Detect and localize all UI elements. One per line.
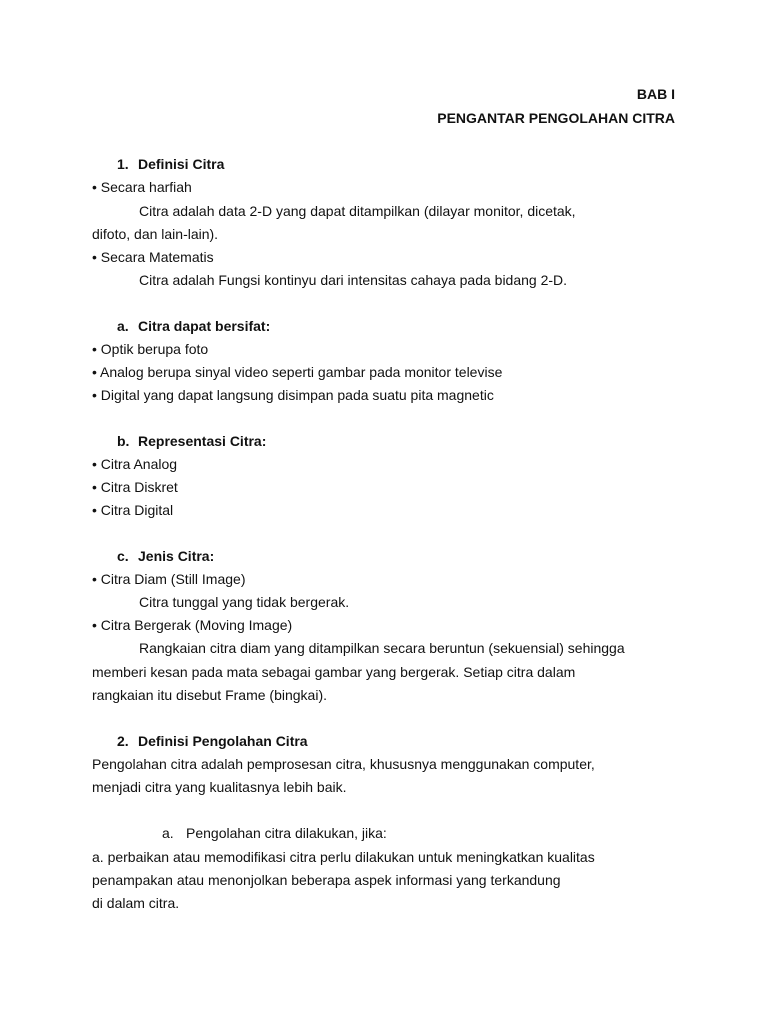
bullet-item: • Optik berupa foto [92, 341, 209, 357]
subsection-title: Representasi Citra: [138, 433, 267, 449]
subsection-title: Pengolahan citra dilakukan, jika: [186, 825, 387, 841]
bullet-item: • Secara Matematis [92, 249, 214, 265]
chapter-label: BAB I [636, 86, 675, 102]
bullet-item: • Citra Digital [92, 502, 174, 518]
subsection-heading [117, 318, 270, 334]
section-number: 2. [117, 733, 129, 749]
section-heading [117, 733, 308, 749]
subsection-letter: c. [117, 548, 129, 564]
section-title: Definisi Pengolahan Citra [138, 733, 308, 749]
bullet-item: • Citra Diskret [92, 479, 178, 495]
bullet-item: • Citra Analog [92, 456, 178, 472]
subsection-heading [162, 825, 387, 841]
bullet-item: • Analog berupa sinyal video seperti gambar pada monitor televise [92, 364, 503, 380]
section-number: 1. [117, 156, 129, 172]
paragraph-line: a. perbaikan atau memodifikasi citra perlu dilakukan untuk meningkatkan kualitas [92, 849, 595, 865]
paragraph-line: Rangkaian citra diam yang ditampilkan secara beruntun (sekuensial) sehingga [139, 640, 625, 656]
bullet-item: • Citra Bergerak (Moving Image) [92, 617, 293, 633]
subsection-title: Citra dapat bersifat: [138, 318, 271, 334]
subsection-letter: a. [162, 825, 174, 841]
bullet-item: • Secara harfiah [92, 179, 192, 195]
bullet-item: • Digital yang dapat langsung disimpan pada suatu pita magnetic [92, 387, 494, 403]
paragraph-line: Citra tunggal yang tidak bergerak. [139, 594, 350, 610]
section-title: Definisi Citra [138, 156, 225, 172]
subsection-heading [117, 433, 266, 449]
paragraph-line: difoto, dan lain-lain). [92, 226, 219, 242]
section-heading [117, 156, 224, 172]
paragraph-line: rangkaian itu disebut Frame (bingkai). [92, 687, 328, 703]
paragraph-line: Citra adalah data 2-D yang dapat ditampilkan (dilayar monitor, dicetak, [139, 203, 576, 219]
bullet-item: • Citra Diam (Still Image) [92, 571, 246, 587]
paragraph-line: di dalam citra. [92, 895, 180, 911]
chapter-title: PENGANTAR PENGOLAHAN CITRA [437, 110, 675, 126]
subsection-letter: a. [117, 318, 129, 334]
paragraph-line: menjadi citra yang kualitasnya lebih baik. [92, 779, 347, 795]
subsection-letter: b. [117, 433, 130, 449]
subsection-heading [117, 548, 214, 564]
paragraph-line: Citra adalah Fungsi kontinyu dari intensitas cahaya pada bidang 2-D. [139, 272, 568, 288]
subsection-title: Jenis Citra: [138, 548, 215, 564]
paragraph-line: memberi kesan pada mata sebagai gambar yang bergerak. Setiap citra dalam [92, 664, 576, 680]
paragraph-line: Pengolahan citra adalah pemprosesan citra, khususnya menggunakan computer, [92, 756, 595, 772]
paragraph-line: penampakan atau menonjolkan beberapa aspek informasi yang terkandung [92, 872, 561, 888]
